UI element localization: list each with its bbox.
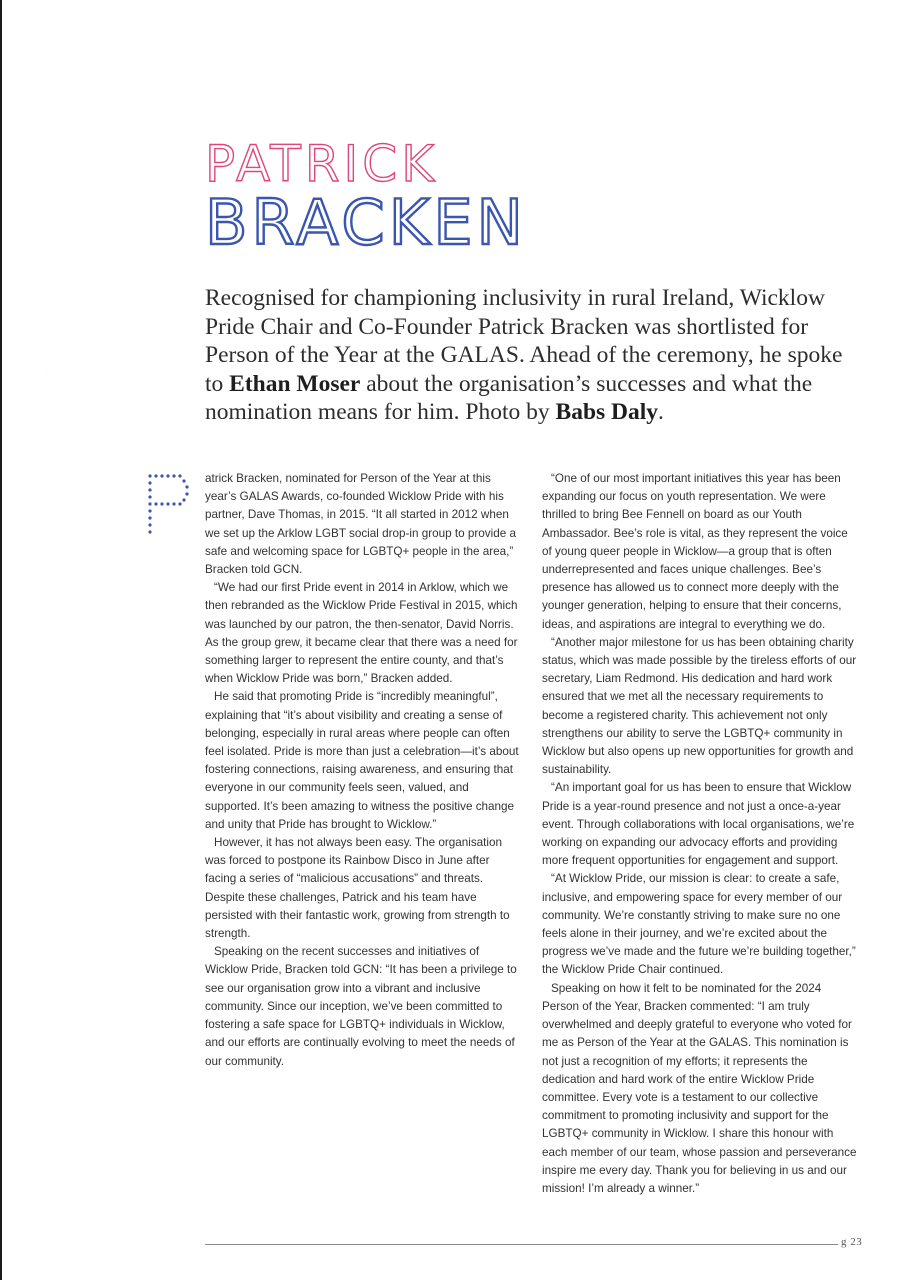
standfirst-text-2: about the organisation’s successes and what the nomination means for him. Photo by: [205, 370, 813, 425]
article-title: [205, 135, 705, 259]
standfirst-text-1: Recognised for championing inclusivity in rural Ireland, Wicklow Pride Chair and Co-Founder Patrick Bracken was shortlisted for Person of the Year at the GALAS. Ahead of the ceremony, he spoke to: [205, 285, 843, 397]
dropcap-dot: [178, 502, 181, 505]
dropcap-dot: [154, 502, 157, 505]
dropcap-dot: [148, 530, 151, 533]
dropcap-dot: [185, 492, 188, 495]
title-last-name: BRACKEN: [205, 186, 527, 259]
page-number: g 23: [841, 1236, 863, 1248]
paragraph: However, it has not always been easy. The organisation was forced to postpone its Rainbow Disco in June after facing a series of “malicious accusations” and threats. Despite these challenges, Patrick and his team have persisted with their fantastic work, growing from strength to strength.: [205, 836, 510, 941]
dropcap-dot: [160, 502, 163, 505]
dropcap-dot: [148, 502, 151, 505]
dropcap-dot: [148, 516, 151, 519]
dropcap-letter: P: [46, 372, 47, 373]
dropcap-dot: [148, 495, 151, 498]
paragraph: “Another major milestone for us has been obtaining charity status, which was made possible by the tireless efforts of our secretary, Liam Redmond. His dedication and hard work ensured that we met all the necessary requirements to become a registered charity. This achievement not only strengthens our ability to serve the LGBTQ+ community in Wicklow but also opens up new opportunities for growth and sustainability.: [542, 635, 857, 777]
paragraph: Speaking on how it felt to be nominated for the 2024 Person of the Year, Bracken commented: “I am truly overwhelmed and deeply grateful to everyone who voted for me as Person of the Year at the GALAS. This nomination is not just a recognition of my efforts; it represents the dedication and hard work of the entire Wicklow Pride committee. Every vote is a testament to our collective commitment to promoting inclusivity and support for the LGBTQ+ community in Wicklow. I share this honour with each member of our team, whose passion and perseverance inspire me every day. Thank you for believing in us and our mission! I’m already a winner.”: [542, 981, 857, 1195]
article-column-right: [542, 470, 860, 1198]
paragraph: He said that promoting Pride is “incredibly meaningful”, explaining that “it’s about visibility and creating a sense of belonging, especially in rural areas where people can often feel isolated. Pride is more than just a celebration—it’s about fostering connections, raising awareness, and ensuring that everyone in our community feels seen, valued, and supported. It’s been amazing to witness the positive change and unity that Pride has brought to Wicklow.”: [205, 690, 519, 831]
paragraph: atrick Bracken, nominated for Person of the Year at this year’s GALAS Awards, co-founded Wicklow Pride with his partner, Dave Thomas, in 2015. “It all started in 2012 when we set up the Arklow LGBT social drop-in group to provide a safe and welcoming space for LGBTQ+ people in the area,” Bracken told GCN.: [205, 472, 516, 577]
paragraph: “At Wicklow Pride, our mission is clear: to create a safe, inclusive, and empowering space for every member of our community. We’re constantly striving to make sure no one feels alone in their journey, and we’re excited about the progress we’ve made and the future we’re building together,” the Wicklow Pride Chair continued.: [542, 872, 856, 977]
footer-rule: [205, 1244, 838, 1245]
dropcap-dot: [166, 502, 169, 505]
dropcap-dot: [185, 485, 188, 488]
title-first-name: PATRICK: [205, 135, 439, 193]
paragraph: “One of our most important initiatives this year has been expanding our focus on youth representation. We were thrilled to bring Bee Fennell on board as our Youth Ambassador. Bee’s role is vital, as they represent the voice of young queer people in Wicklow—a group that is often underrepresented and faces unique challenges. Bee’s presence has allowed us to connect more deeply with the younger generation, helping to ensure that their concerns, ideas, and aspirations are integral to everything we do.: [542, 472, 848, 631]
dropcap-dot: [182, 498, 185, 501]
dropcap-dot: [172, 474, 175, 477]
dropcap-dot: [154, 474, 157, 477]
standfirst: [205, 284, 845, 427]
dropcap-dot: [148, 474, 151, 477]
dropcap-dot: [160, 474, 163, 477]
paragraph: Speaking on the recent successes and initiatives of Wicklow Pride, Bracken told GCN: “It has been a privilege to see our organisation grow into a vibrant and inclusive community. Since our inception, we’ve been committed to fostering a safe space for LGBTQ+ individuals in Wicklow, and our efforts are continually evolving to meet the needs of our community.: [205, 945, 517, 1068]
dropcap-dot: [182, 479, 185, 482]
dropcap-dot: [166, 474, 169, 477]
interviewer-name: Ethan Moser: [229, 370, 361, 397]
dropcap-p: [46, 372, 192, 536]
dropcap-dot: [148, 509, 151, 512]
photographer-name: Babs Daly: [555, 399, 659, 425]
paragraph: “We had our first Pride event in 2014 in Arklow, which we then rebranded as the Wicklow Pride Festival in 2015, which was launched by our patron, the then-senator, David Norris. As the group grew, it became clear that there was a need for something larger to represent the entire county, and that’s when Wicklow Pride was born,” Bracken added.: [205, 581, 518, 686]
dropcap-dot: [148, 481, 151, 484]
dropcap-dot: [172, 502, 175, 505]
paragraph: “An important goal for us has been to ensure that Wicklow Pride is a year-round presence and not just a once-a-year event. Through collaborations with local organisations, we’re working on expanding our advocacy efforts and providing more frequent opportunities for engagement and support.: [542, 781, 855, 868]
dropcap-dot: [148, 523, 151, 526]
page-edge-line: [0, 0, 2, 1280]
dropcap-dot: [178, 474, 181, 477]
dropcap-dot: [148, 488, 151, 491]
article-column-left: [205, 470, 522, 1071]
standfirst-text-3: .: [658, 399, 664, 425]
